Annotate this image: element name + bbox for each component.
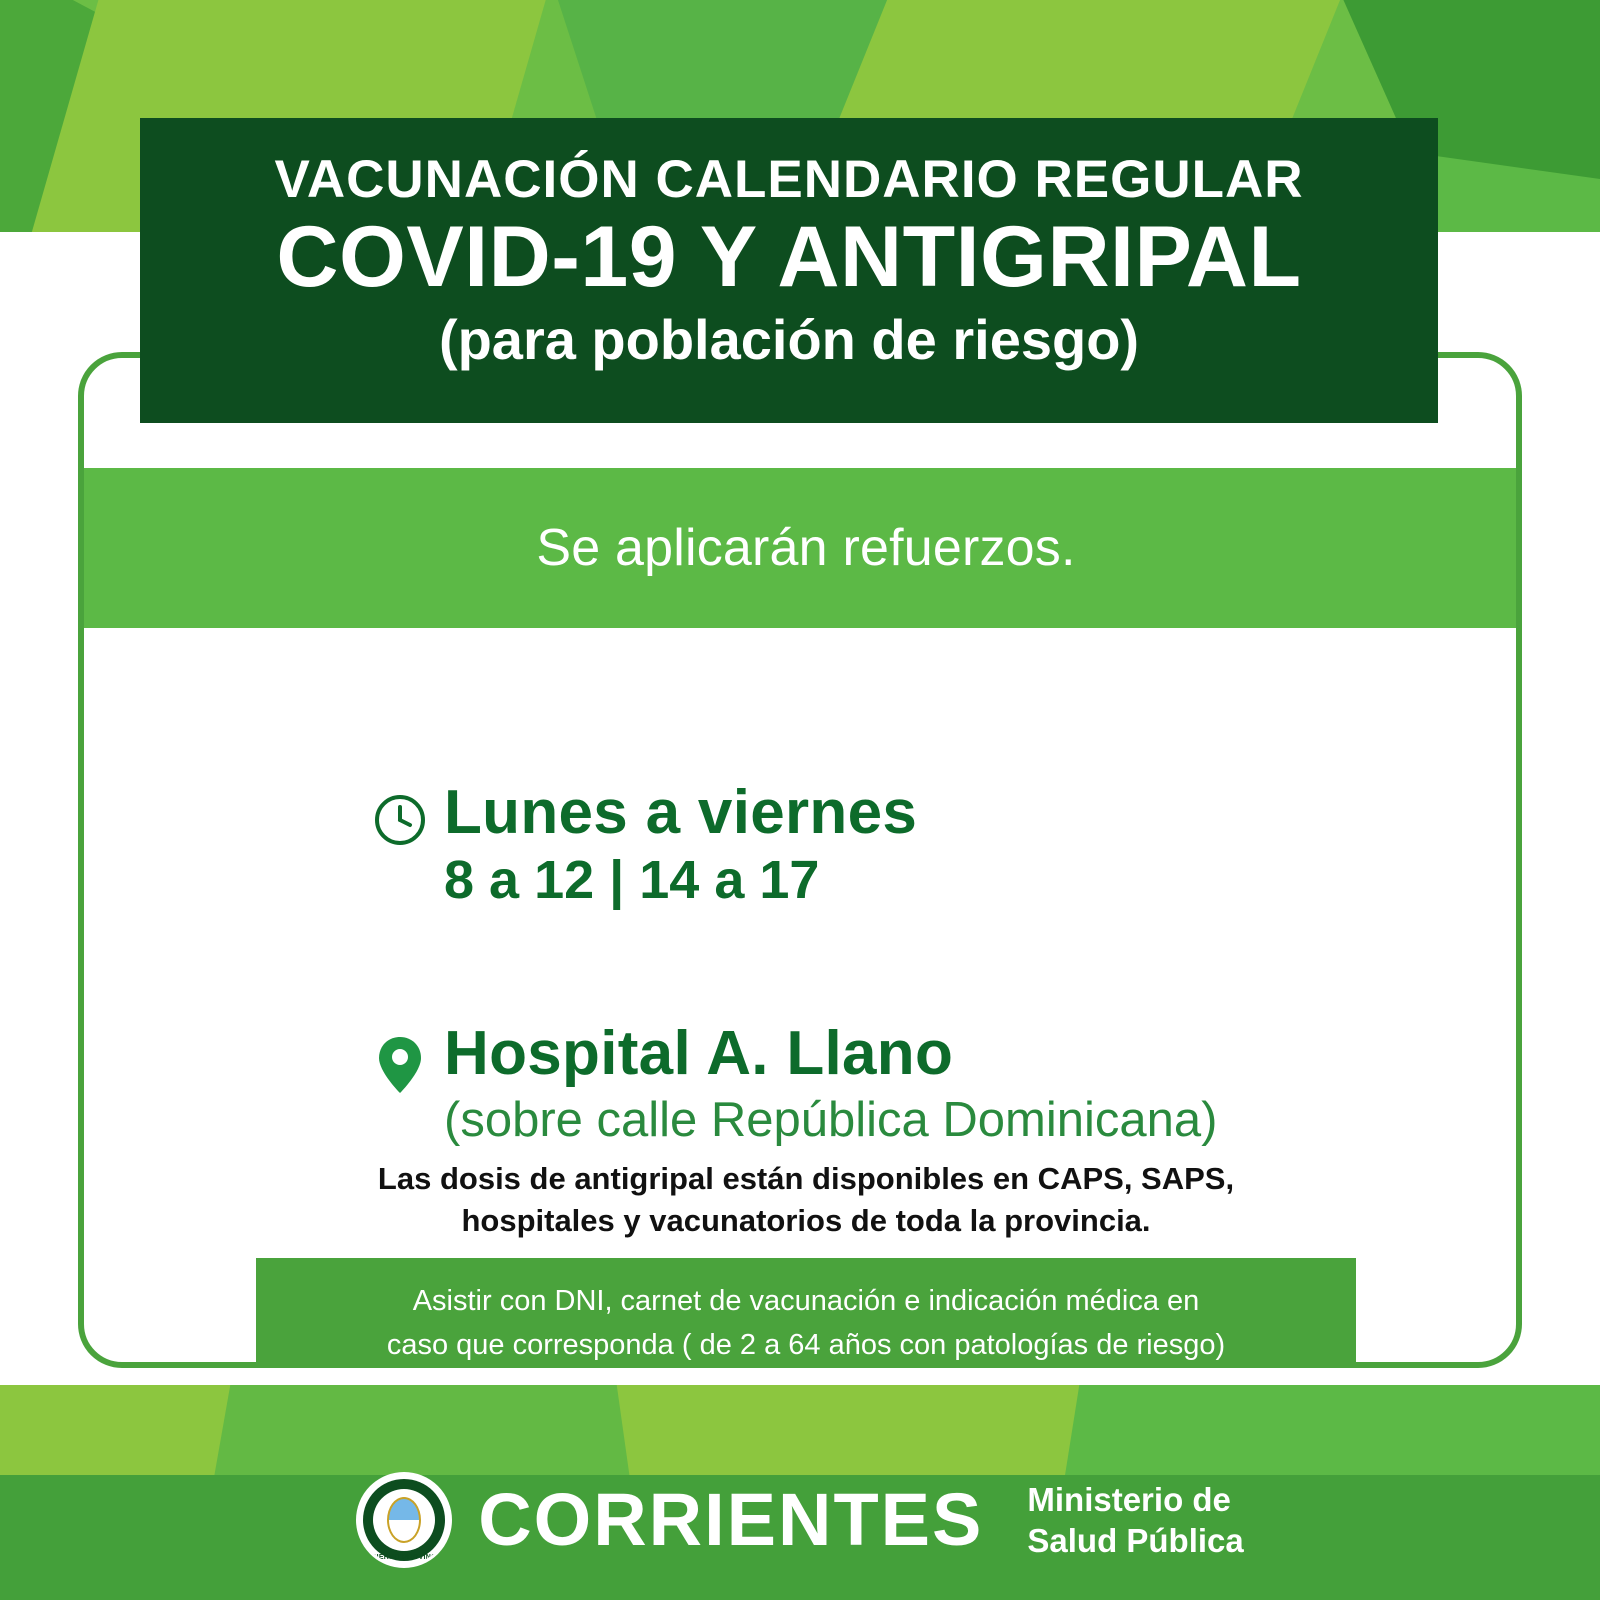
map-pin-icon: [372, 1019, 444, 1102]
ministry-line-2: Salud Pública: [1027, 1522, 1244, 1559]
ministry-line-1: Ministerio de: [1027, 1480, 1231, 1518]
crest-label: GOBIERNO PROVINCIAL: [359, 1554, 449, 1561]
spacer: [84, 688, 1522, 778]
location-row: [84, 1019, 1522, 1149]
requirements-line-2: caso que corresponda ( de 2 a 64 años con patologías de riesgo): [386, 1328, 1226, 1361]
availability-line-2: hospitales y vacunatorios de toda la provincia.: [461, 1202, 1151, 1238]
availability-note: [224, 1158, 1388, 1242]
footer-branding: [0, 1440, 1600, 1600]
title-box: [140, 118, 1438, 423]
subtitle-text: Se aplicarán refuerzos.: [536, 519, 1076, 577]
requirements-note: [256, 1258, 1356, 1368]
ministry-label: [1027, 1479, 1243, 1562]
location-text: [444, 1019, 1217, 1149]
clock-icon: [372, 778, 444, 853]
schedule-text: [444, 778, 917, 913]
government-crest-icon: [356, 1472, 452, 1568]
schedule-days: Lunes a viernes: [444, 778, 918, 847]
page-title: COVID-19 Y ANTIGRIPAL: [276, 208, 1302, 305]
availability-line-1: Las dosis de antigripal están disponibles en CAPS, SAPS,: [377, 1161, 1235, 1196]
page-subtitle: (para población de riesgo): [438, 307, 1140, 371]
info-list: [84, 688, 1522, 1165]
location-place: Hospital A. Llano: [444, 1019, 954, 1089]
requirements-line-1: Asistir con DNI, carnet de vacunación e indicación médica en: [412, 1285, 1200, 1317]
location-detail: (sobre calle República Dominicana): [444, 1092, 1218, 1147]
brand-name: CORRIENTES: [478, 1478, 984, 1561]
schedule-hours: 8 a 12 | 14 a 17: [444, 850, 820, 911]
content-card: [78, 352, 1522, 1368]
schedule-row: [84, 778, 1522, 913]
page-title-kicker: VACUNACIÓN CALENDARIO REGULAR: [274, 150, 1304, 209]
spacer: [84, 929, 1522, 1019]
subtitle-banner: [84, 468, 1522, 628]
